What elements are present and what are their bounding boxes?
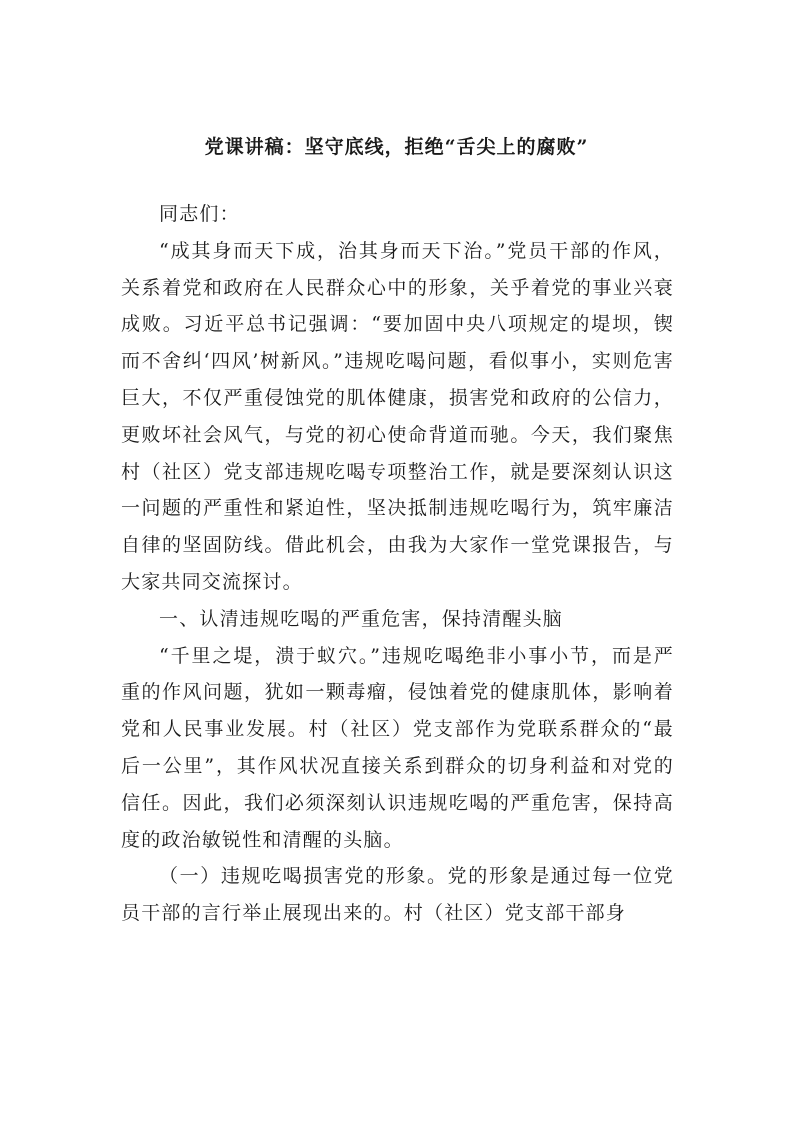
page-title: 党课讲稿：坚守底线，拒绝“舌尖上的腐败” — [204, 136, 589, 158]
salutation: 同志们： — [159, 203, 240, 225]
subsection-paragraph: （一）违规吃喝损害党的形象。党的形象是通过每一位党员干部的言行举止展现出来的。村（社区）党支部干部身 — [121, 865, 674, 925]
body-paragraph: “千里之堤，溃于蚁穴。”违规吃喝绝非小事小节，而是严重的作风问题，犹如一颗毒瘤，侵蚀着党的健康肌体，影响着党和人民事业发展。村（社区）党支部作为党联系群众的“最后一公里”，其作风状况直接关系到群众的切身利益和对党的信任。因此，我们必须深刻认识违规吃喝的严重危害，保持高度的政治敏锐性和清醒的头脑。 — [121, 644, 674, 851]
document-body — [121, 196, 674, 932]
body-paragraph: “成其身而天下成，治其身而天下治。”党员干部的作风，关系着党和政府在人民群众心中的形象，关乎着党的事业兴衰成败。习近平总书记强调：“要加固中央八项规定的堤坝，锲而不舍纠‘四风’树新风。”违规吃喝问题，看似事小，实则危害巨大，不仅严重侵蚀党的肌体健康，损害党和政府的公信力，更败坏社会风气，与党的初心使命背道而驰。今天，我们聚焦村（社区）党支部违规吃喝专项整治工作，就是要深刻认识这一问题的严重性和紧迫性，坚决抵制违规吃喝行为，筑牢廉洁自律的坚固防线。借此机会，由我为大家作一堂党课报告，与大家共同交流探讨。 — [121, 239, 674, 593]
section-heading: 一、认清违规吃喝的严重危害，保持清醒头脑 — [159, 607, 564, 630]
